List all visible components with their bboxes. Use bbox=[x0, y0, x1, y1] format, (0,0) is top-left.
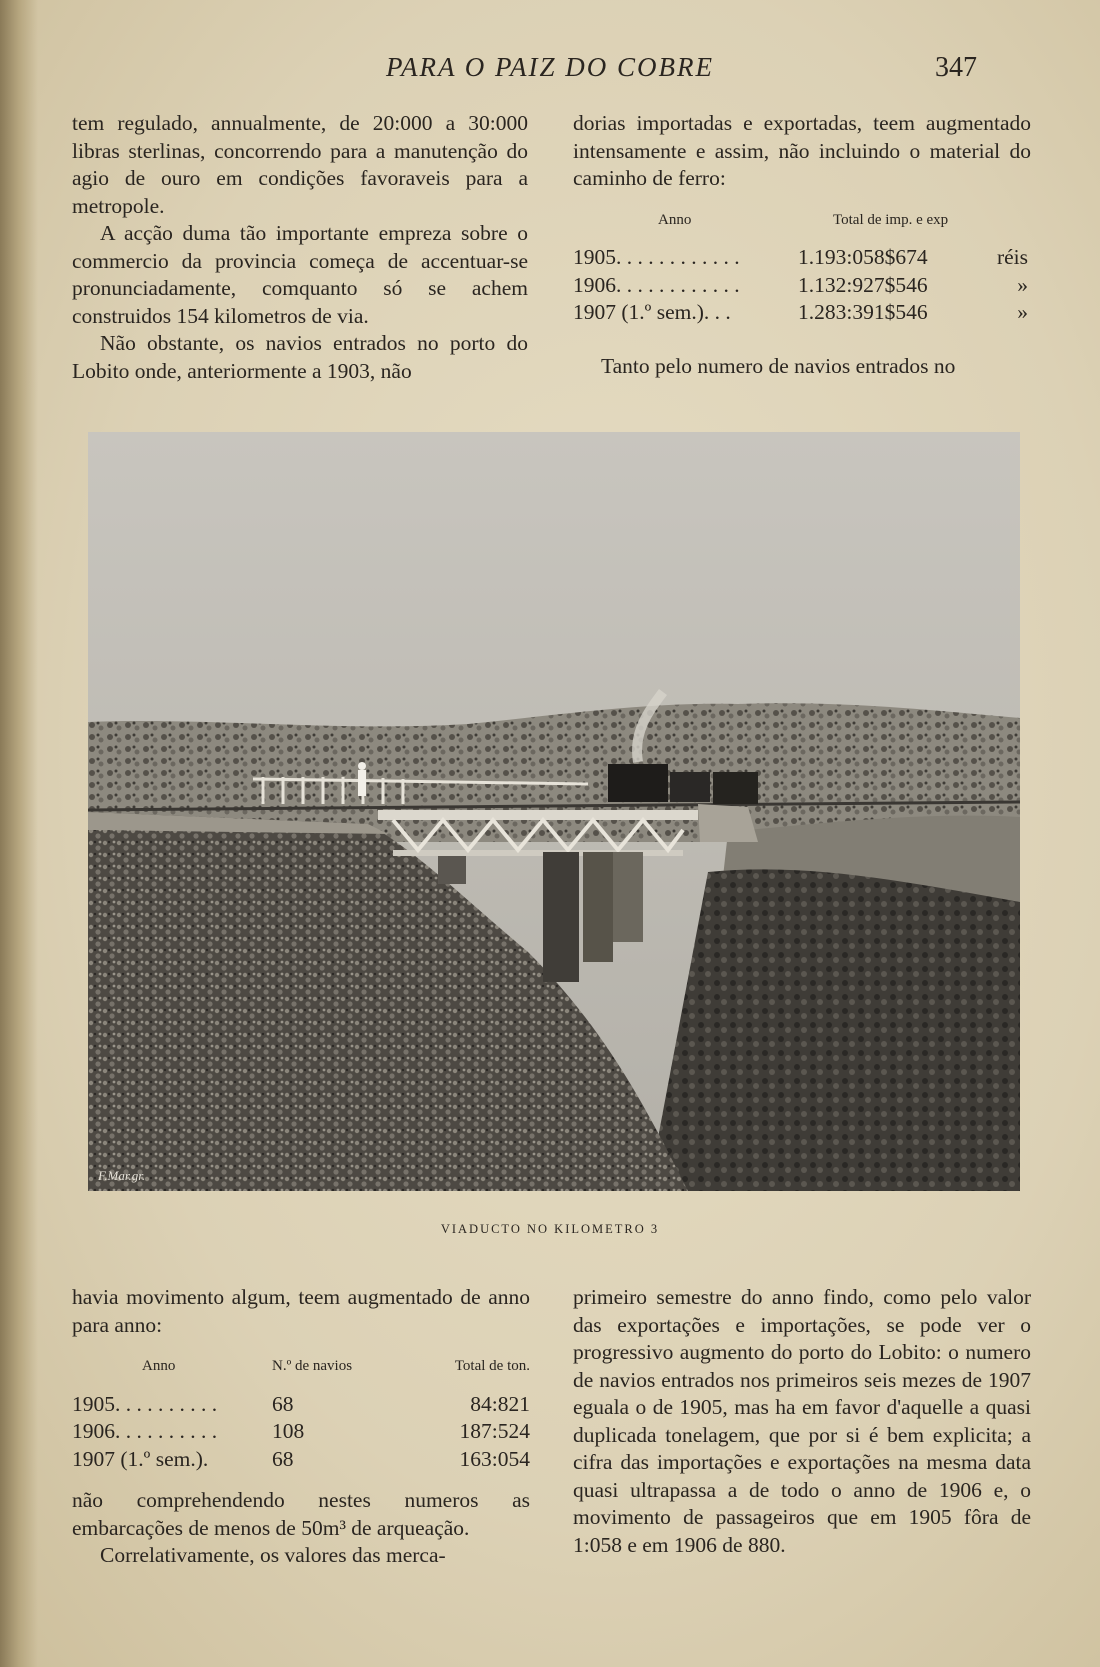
cell-ships: 68 bbox=[272, 1446, 294, 1471]
cell-total: 1.132:927$546 bbox=[798, 272, 928, 297]
paragraph: dorias importadas e exportadas, teem augmentado intensamente e assim, não incluindo o material do caminho de ferro: bbox=[573, 111, 1031, 190]
left-column-bottom bbox=[72, 1284, 530, 1570]
table-row bbox=[573, 272, 1031, 300]
engraver-signature: F.Mar.gr. bbox=[98, 1168, 146, 1183]
cell-year: 1907 (1.º sem.). . . bbox=[573, 300, 731, 324]
cell-year: 1906. . . . . . . . . . bbox=[72, 1419, 218, 1443]
left-column-top bbox=[72, 110, 528, 385]
table-row bbox=[72, 1418, 530, 1446]
cell-tons: 187:524 bbox=[459, 1419, 530, 1443]
table-header bbox=[573, 207, 1031, 235]
cell-ships: 68 bbox=[272, 1391, 294, 1416]
column-header-year: Anno bbox=[658, 211, 692, 228]
paragraph: A acção duma tão importante empreza sobre o commercio da provincia começa de accentuar-se pronunciadamente, comquanto só se achem construidos 154 kilometros de via. bbox=[72, 221, 528, 328]
paragraph: havia movimento algum, teem augmentado de anno para anno: bbox=[72, 1285, 530, 1337]
paragraph: primeiro semestre do anno findo, como pelo valor das exportações e importações, se pode ver o progressivo augmento do porto do Lobito: o numero de navios entrados nos primeiros seis mezes de 1907 eguala o de 1905, mas ha em favor d'aquelle a quasi duplicada tonelagem, que por si é bem explicita; a cifra das importações e exportações na mesma data quasi ultrapassa a de todo o anno de 1906 e, o movimento de passageiros que em 1905 fôra de 1:058 e em 1906 de 880. bbox=[573, 1285, 1031, 1557]
right-column-bottom bbox=[573, 1284, 1031, 1559]
right-column-top bbox=[573, 110, 1031, 380]
page-number: 347 bbox=[935, 52, 977, 83]
photo-illustration bbox=[88, 432, 1020, 1191]
trade-value-table bbox=[573, 207, 1031, 327]
cell-tons: 84:821 bbox=[470, 1391, 530, 1416]
cell-year: 1906. . . . . . . . . . . . bbox=[573, 272, 740, 297]
cell-unit: » bbox=[1017, 300, 1028, 324]
paragraph: Correlativamente, os valores das merca- bbox=[100, 1543, 446, 1567]
figure-caption: VIADUCTO NO KILOMETRO 3 bbox=[440, 1222, 660, 1236]
cell-unit: réis bbox=[996, 245, 1028, 269]
cell-tons: 163:054 bbox=[459, 1446, 530, 1471]
cell-year: 1905. . . . . . . . . . . . bbox=[573, 245, 740, 269]
cell-unit: » bbox=[1017, 272, 1028, 297]
paragraph: não comprehendendo nestes numeros as embarcações de menos de 50m³ de arqueação. bbox=[72, 1488, 530, 1540]
cell-year: 1907 (1.º sem.). bbox=[72, 1446, 209, 1471]
cell-ships: 108 bbox=[272, 1419, 305, 1443]
table-row bbox=[72, 1446, 530, 1474]
column-header-ships: N.º de navios bbox=[272, 1358, 353, 1374]
viaduct-photograph bbox=[88, 432, 1020, 1191]
paragraph: Não obstante, os navios entrados no porto do Lobito onde, anteriormente a 1903, não bbox=[72, 331, 528, 383]
paragraph: tem regulado, annualmente, de 20:000 a 30:000 libras sterlinas, concorrendo para a manutenção do agio de ouro em condições favoraveis para a metropole. bbox=[72, 111, 528, 218]
table-header bbox=[72, 1353, 530, 1381]
cell-total: 1.193:058$674 bbox=[798, 245, 928, 269]
column-header-total: Total de imp. e exp bbox=[833, 211, 949, 228]
column-header-year: Anno bbox=[142, 1358, 176, 1374]
table-row bbox=[573, 244, 1031, 272]
table-row bbox=[72, 1391, 530, 1419]
page-binding-edge bbox=[0, 0, 38, 1667]
paragraph: Tanto pelo numero de navios entrados no bbox=[601, 353, 956, 378]
cell-total: 1.283:391$546 bbox=[798, 300, 928, 324]
cell-year: 1905. . . . . . . . . . bbox=[72, 1391, 218, 1416]
column-header-tons: Total de ton. bbox=[454, 1358, 530, 1374]
ships-tonnage-table bbox=[72, 1353, 530, 1473]
table-row bbox=[573, 299, 1031, 327]
running-title: PARA O PAIZ DO COBRE bbox=[386, 52, 714, 82]
